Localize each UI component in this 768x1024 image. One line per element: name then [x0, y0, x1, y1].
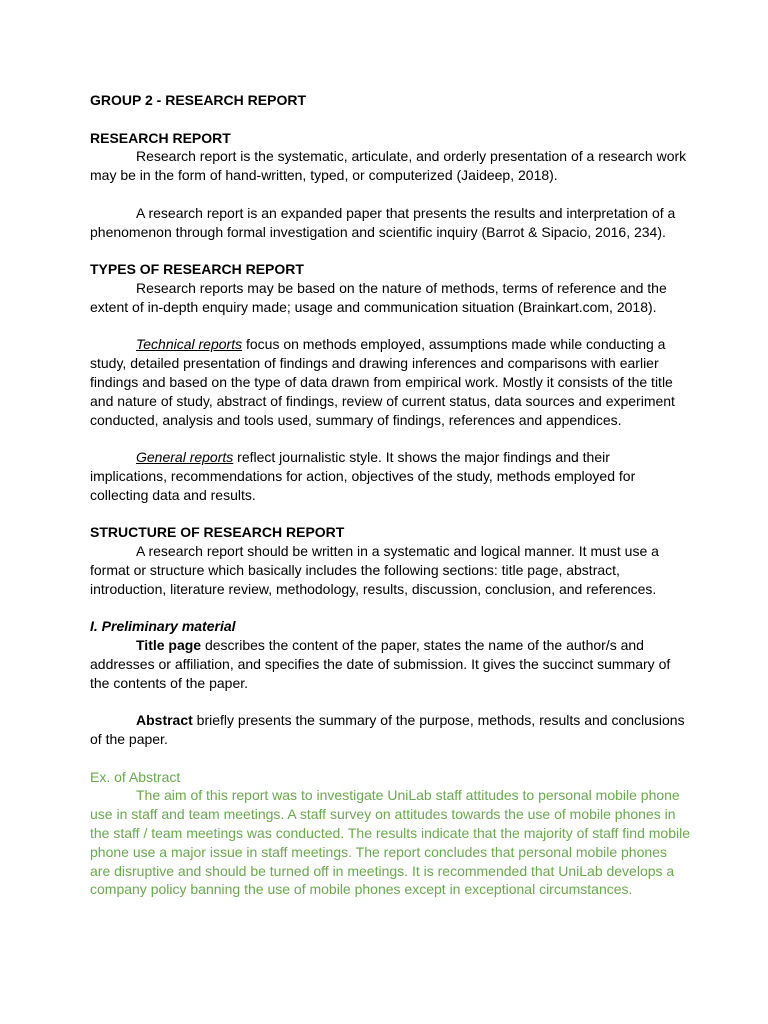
- abstract-text: briefly presents the summary of the purpose, methods, results and conclusions of the paper.: [90, 712, 685, 748]
- title-page-text: describes the content of the paper, states the name of the author/s and addresses or affiliation, and specifies the date of submission. It gives the succinct summary of the contents of the paper.: [90, 637, 671, 691]
- paragraph-general-reports: [90, 448, 690, 504]
- paragraph-definition-1: Research report is the systematic, articulate, and orderly presentation of a research work may be in the form of hand-written, typed, or computerized (Jaideep, 2018).: [90, 148, 687, 184]
- example-abstract-text: The aim of this report was to investigate UniLab staff attitudes to personal mobile phone use in staff and team meetings. A staff survey on attitudes towards the use of mobile phones in the staff / team meetings was conducted. The results indicate that the majority of staff find mobile phone use a major issue in staff meetings. The report concludes that personal mobile phones are disruptive and should be turned off in meetings. It is recommended that UniLab develops a company policy banning the use of mobile phones except in exceptional circumstances.: [90, 787, 690, 898]
- document-page: [90, 91, 690, 899]
- subheading-preliminary-material: I. Preliminary material: [90, 618, 236, 635]
- paragraph-definition-2: A research report is an expanded paper that presents the results and interpretation of a phenomenon through formal investigation and scientific inquiry (Barrot & Sipacio, 2016, 234).: [90, 204, 676, 240]
- term-abstract: Abstract: [136, 712, 193, 729]
- example-abstract-label: Ex. of Abstract: [90, 768, 181, 785]
- paragraph-abstract: [90, 711, 690, 749]
- document-title: GROUP 2 - RESEARCH REPORT: [90, 92, 306, 108]
- term-general-reports: General reports: [136, 449, 234, 466]
- technical-reports-text: focus on methods employed, assumptions made while conducting a study, detailed presentation of findings and drawing inferences and comparisons with earlier findings and based on the type of data drawn from empirical work. Mostly it consists of the title and nature of study, abstract of findings, review of current status, data sources and experiment conducted, analysis and tools used, summary of findings, references and appendices.: [90, 336, 675, 428]
- section-heading-research-report: RESEARCH REPORT: [90, 129, 231, 146]
- paragraph-types-intro: Research reports may be based on the nature of methods, terms of reference and the extent of in-depth enquiry made; usage and communication situation (Brainkart.com, 2018).: [90, 279, 667, 315]
- paragraph-title-page: [90, 636, 690, 692]
- general-reports-text: reflect journalistic style. It shows the major findings and their implications, recommendations for action, objectives of the study, methods employed for collecting data and results.: [90, 449, 636, 503]
- paragraph-structure-intro: A research report should be written in a systematic and logical manner. It must use a format or structure which basically includes the following sections: title page, abstract, introduction, literature review, methodology, results, discussion, conclusion, and references.: [90, 543, 659, 597]
- paragraph-technical-reports: [90, 335, 690, 429]
- term-technical-reports: Technical reports: [136, 336, 243, 353]
- term-title-page: Title page: [136, 637, 202, 654]
- section-heading-structure: STRUCTURE OF RESEARCH REPORT: [90, 524, 345, 541]
- section-heading-types: TYPES OF RESEARCH REPORT: [90, 261, 304, 278]
